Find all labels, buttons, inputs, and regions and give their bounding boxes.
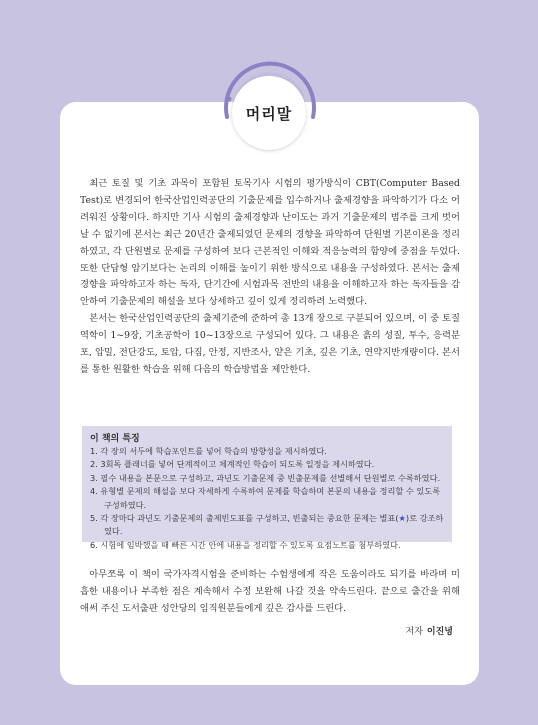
book-features-box: [82, 426, 452, 550]
feature-item-5-tail: )로 강조하였다.: [104, 513, 444, 537]
feature-item-1: 1. 각 장의 서두에 학습포인트를 넣어 학습의 방향성을 제시하였다.: [90, 446, 327, 456]
intro-section: [80, 176, 460, 379]
feature-item-3: 3. 필수 내용을 본문으로 구성하고, 과년도 기출문제 중 빈출문제를 선별해서 단원별로 수록하였다.: [90, 472, 441, 483]
feature-item-4: 4. 유형별 문제의 해설을 보다 자세하게 수록하여 문제를 학습하며 본문의 내용을 정리할 수 있도록 구성하였다.: [90, 486, 441, 510]
features-list: [90, 445, 446, 552]
features-title: 이 책의 특징: [90, 434, 140, 444]
intro-paragraph-2: 본서는 한국산업인력공단의 출제기준에 준하여 총 13개 장으로 구분되어 있으며, 이 중 토질역학이 1~9장, 기초공학이 10~13장으로 구성되어 있다. 그 내용은 흙의 성질, 투수, 응력분포, 압밀, 전단강도, 토압, 다짐, 안정, 지반조사, 얕은 기초, 깊은 기초, 연약지반개량이다. 본서를 통한 원활한 학습을 위해 다음의 학습방법을 제안한다.: [80, 313, 460, 375]
feature-item-5-text: 5. 각 장마다 과년도 기출문제의 출제빈도표를 구성하고, 빈출되는 중요한 문제는 별표(: [90, 513, 399, 524]
closing-paragraph: 아무쪼록 이 책이 국가자격시험을 준비하는 수험생에게 작은 도움이라도 되기를 바라며 미흡한 내용이나 부족한 점은 계속해서 수정 보완해 나갈 것을 약속드린다. 끝으로 출간을 위해 애써 주신 도서출판 성안당의 임직원분들에게 깊은 감사를 드린다.: [80, 569, 460, 614]
ring-dot: [227, 97, 232, 102]
closing-section: [80, 567, 460, 618]
intro-paragraph-1: 최근 토질 및 기초 과목이 포함된 토목기사 시험의 평가방식이 CBT(Computer Based Test)로 변경되어 한국산업인력공단의 기출문제를 입수하거나 출제경향을 파악하기가 다소 어려워진 상황이다. 하지만 기사 시험의 출제경향과 난이도는 과거 기출문제의 범주를 크게 벗어날 수 없기에 본서는 최근 20년간 출제되었던 문제의 경향을 파악하여 단원별 기본이론을 정리하였고, 각 단원별로 문제를 구성하여 보다 근본적인 이해와 적응능력의 함양에 중점을 두었다. 또한 단답형 암기보다는 논리의 이해를 높이기 위한 방식으로 내용을 구성하였다. 본서는 출제경향을 파악하고자 하는 독자, 단기간에 시험과목 전반의 내용을 이해하고자 하는 독자들을 감안하여 기출문제의 해설을 보다 상세하고 깊이 있게 정리하려 노력했다.: [80, 178, 460, 308]
author-signature: [406, 624, 453, 637]
star-icon: ★: [398, 513, 406, 524]
author-name: 이진녕: [426, 627, 453, 637]
page-title: 머리말: [232, 76, 306, 150]
feature-item-6: 6. 시험에 임박했을 때 빠른 시간 안에 내용을 정리할 수 있도록 요점노트를 첨부하였다.: [90, 539, 401, 550]
feature-item-5: [90, 512, 446, 539]
feature-item-2: 2. 3회독 플래너를 넣어 단계적이고 체계적인 학습이 되도록 일정을 제시하였다.: [90, 459, 375, 470]
signature-prefix: 저자: [405, 627, 423, 637]
